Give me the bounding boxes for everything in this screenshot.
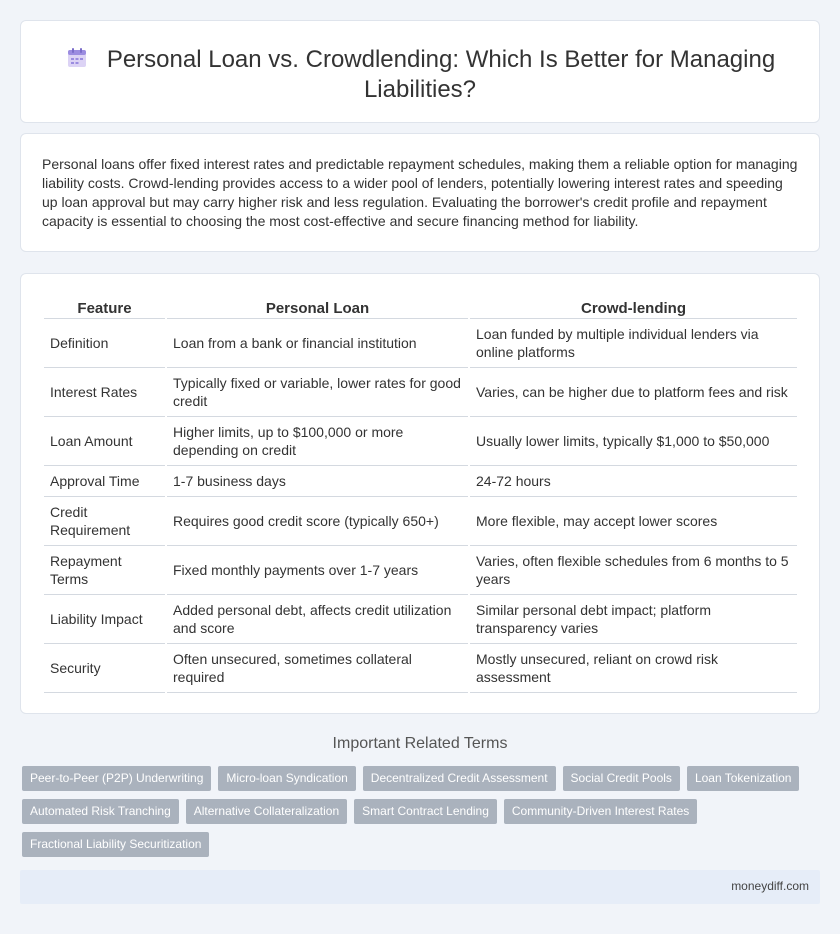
crowd-lending-cell: Varies, often flexible schedules from 6 months to 5 years [470,546,797,595]
crowd-lending-cell: Loan funded by multiple individual lenders via online platforms [470,319,797,368]
summary-text: Personal loans offer fixed interest rates and predictable repayment schedules, making them a reliable option for managing liability costs. Crowd-lending provides access to a wider pool of lenders, potentially lowering interest rates and speeding up loan approval but may carry higher risk and less regulation. Evaluating the borrower's credit profile and repayment capacity is essential to choosing the most cost-effective and secure financing method for liability. [42,156,798,229]
related-term-tag[interactable]: Social Credit Pools [563,766,680,791]
related-term-tag[interactable]: Automated Risk Tranching [22,799,179,824]
table-row [44,595,797,644]
table-header-row [44,296,797,319]
crowd-lending-cell: 24-72 hours [470,466,797,497]
table-row [44,319,797,368]
feature-cell: Approval Time [44,466,165,497]
title-card [20,20,820,123]
crowd-lending-cell: Mostly unsecured, reliant on crowd risk assessment [470,644,797,693]
personal-loan-cell: Requires good credit score (typically 650+) [167,497,468,546]
personal-loan-cell: Added personal debt, affects credit utilization and score [167,595,468,644]
related-term-tag[interactable]: Loan Tokenization [687,766,800,791]
personal-loan-cell: 1-7 business days [167,466,468,497]
crowd-lending-cell: More flexible, may accept lower scores [470,497,797,546]
related-term-tag[interactable]: Peer-to-Peer (P2P) Underwriting [22,766,211,791]
footer [20,870,820,904]
feature-cell: Security [44,644,165,693]
feature-cell: Credit Requirement [44,497,165,546]
personal-loan-cell: Typically fixed or variable, lower rates for good credit [167,368,468,417]
feature-cell: Definition [44,319,165,368]
table-row [44,466,797,497]
related-term-tag[interactable]: Decentralized Credit Assessment [363,766,556,791]
table-row [44,417,797,466]
related-term-tag[interactable]: Micro-loan Syndication [218,766,355,791]
crowd-lending-cell: Varies, can be higher due to platform fees and risk [470,368,797,417]
related-term-tag[interactable]: Smart Contract Lending [354,799,497,824]
header-feature: Feature [44,296,165,319]
footer-site-link[interactable]: moneydiff.com [731,879,809,893]
personal-loan-cell: Loan from a bank or financial institution [167,319,468,368]
feature-cell: Loan Amount [44,417,165,466]
personal-loan-cell: Often unsecured, sometimes collateral required [167,644,468,693]
summary-card [20,133,820,252]
page-title-wrap [51,45,789,105]
table-row [44,368,797,417]
comparison-card [20,273,820,714]
header-crowd-lending: Crowd-lending [470,296,797,319]
related-term-tag[interactable]: Community-Driven Interest Rates [504,799,697,824]
crowd-lending-cell: Usually lower limits, typically $1,000 to $50,000 [470,417,797,466]
feature-cell: Interest Rates [44,368,165,417]
feature-cell: Liability Impact [44,595,165,644]
table-row [44,497,797,546]
calendar-icon [65,46,89,70]
page-title: Personal Loan vs. Crowdlending: Which Is Better for Managing Liabilities? [106,46,776,103]
table-row [44,644,797,693]
feature-cell: Repayment Terms [44,546,165,595]
personal-loan-cell: Higher limits, up to $100,000 or more depending on credit [167,417,468,466]
related-term-tag[interactable]: Fractional Liability Securitization [22,832,209,857]
crowd-lending-cell: Similar personal debt impact; platform transparency varies [470,595,797,644]
related-terms-list [22,766,802,857]
personal-loan-cell: Fixed monthly payments over 1-7 years [167,546,468,595]
table-row [44,546,797,595]
related-term-tag[interactable]: Alternative Collateralization [186,799,347,824]
header-personal-loan: Personal Loan [167,296,468,319]
comparison-table [42,296,799,693]
related-terms-heading: Important Related Terms [332,735,508,752]
